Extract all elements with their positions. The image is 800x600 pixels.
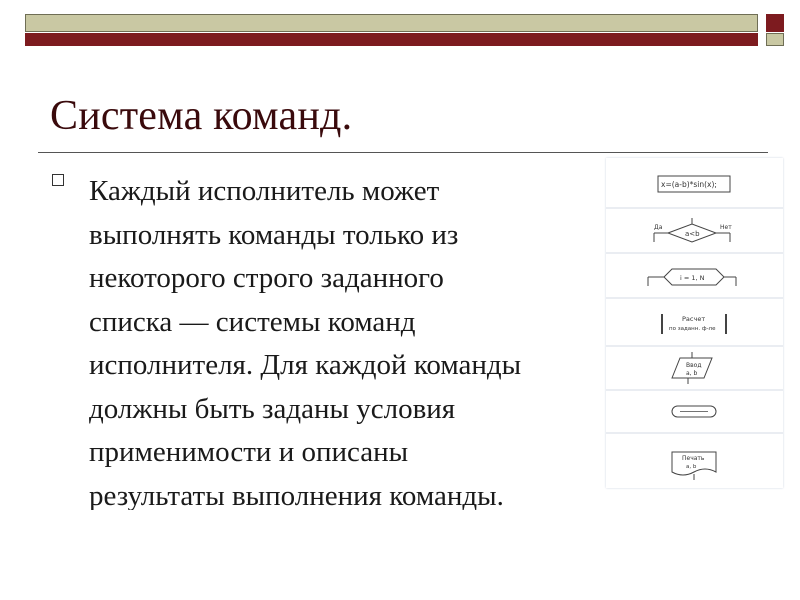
process-label: x=(a-b)*sin(x);: [661, 180, 717, 189]
loop-label: i = 1, N: [680, 274, 705, 282]
header-bar-maroon: [25, 33, 758, 46]
process-block-icon: [658, 176, 730, 192]
bullet-line: исполнителя. Для каждой команды: [89, 349, 522, 381]
corner-square-olive: [766, 33, 784, 46]
bullet-line: должны быть заданы условия: [89, 392, 456, 425]
corner-square-maroon: [766, 14, 784, 32]
bullet-line: применимости и описаны: [89, 436, 409, 468]
title-divider: [38, 152, 768, 153]
bullet-line: списка — системы команд: [89, 305, 416, 338]
flowchart-blocks-svg: [606, 158, 783, 488]
bullet-line: результаты выполнения команды.: [89, 479, 504, 510]
terminator-block-icon: [672, 406, 716, 417]
bullet-line: некоторого строго заданного: [89, 262, 444, 294]
decision-yes-label: Да: [654, 224, 663, 231]
io-label-1: Ввод: [686, 362, 702, 369]
document-label-1: Печать: [682, 455, 705, 462]
decision-no-label: Нет: [720, 224, 732, 231]
decision-label: a<b: [685, 230, 700, 238]
square-bullet-icon: [52, 174, 64, 186]
bullet-line: Каждый исполнитель может: [89, 175, 440, 207]
header-bar-olive: [25, 14, 758, 32]
bullet-text: [89, 170, 601, 510]
subroutine-label-2: по заданн. ф-ле: [669, 326, 716, 332]
slide-title: Система команд.: [50, 93, 353, 139]
bullet-line: выполнять команды только из: [89, 218, 459, 251]
subroutine-label-1: Расчет: [682, 315, 706, 323]
io-label-2: a, b: [686, 370, 698, 377]
document-label-2: a, b: [686, 464, 697, 470]
flowchart-blocks-figure: [606, 158, 783, 488]
